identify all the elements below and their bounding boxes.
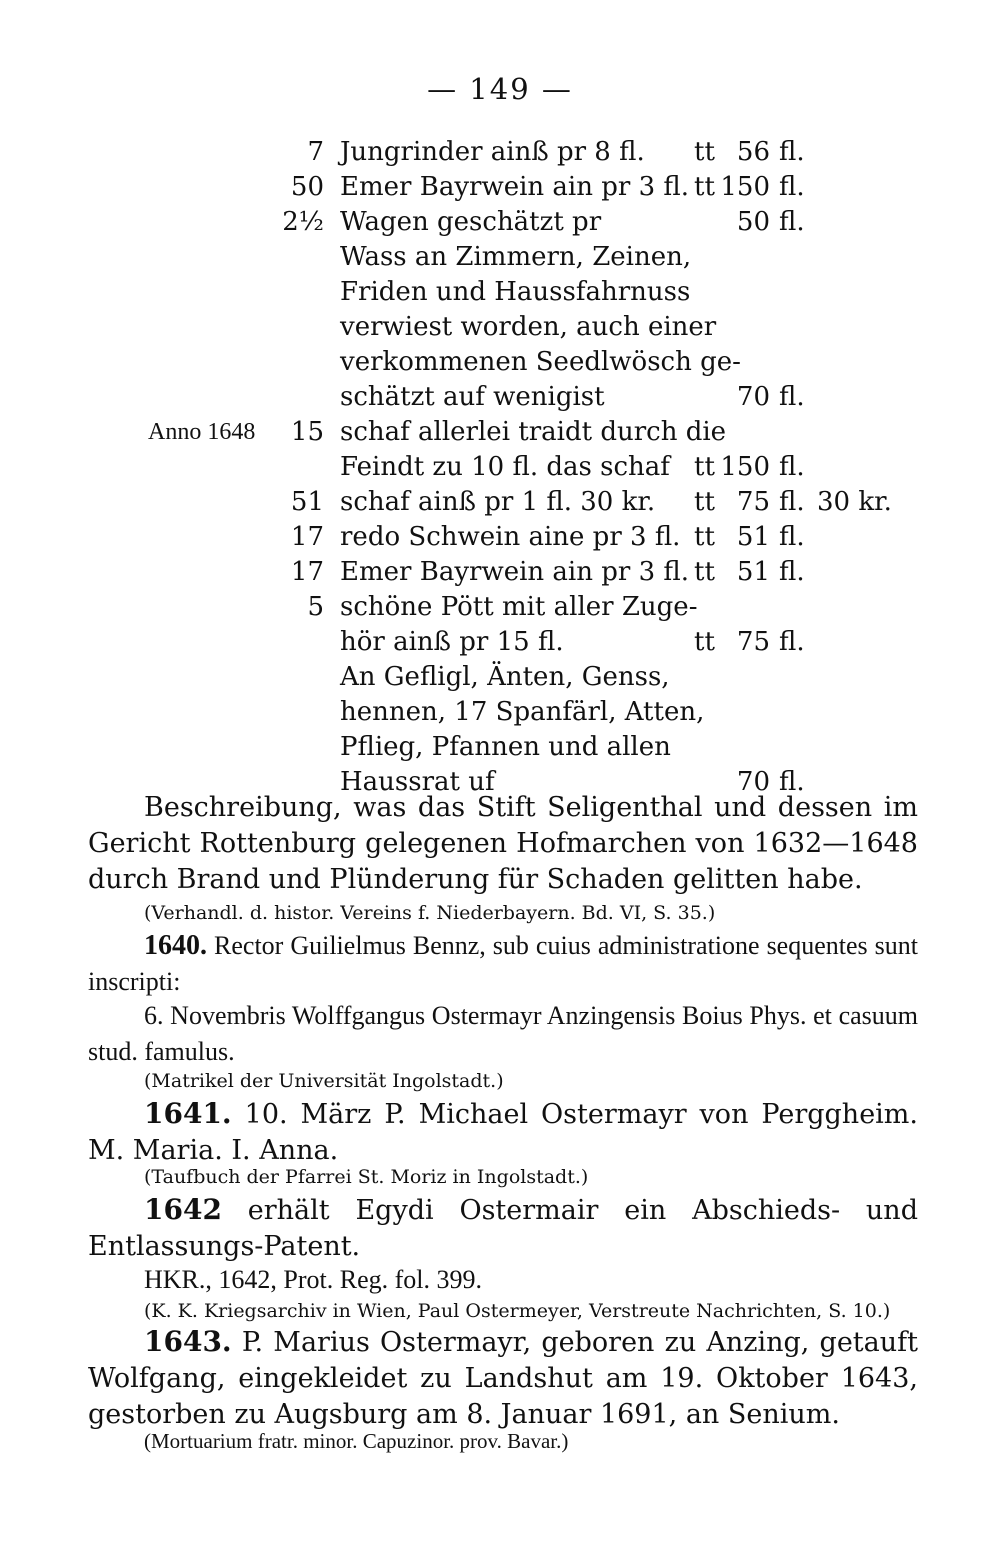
ledger-qty: 17 [290,557,324,587]
ledger-unit: fl. [779,627,805,657]
ledger-qty: 2½ [282,207,324,237]
ledger-tt: tt [694,487,715,517]
entry-1640-text: Rector Guilielmus Bennz, sub cuius administratione sequentes sunt inscripti: [88,931,918,996]
ledger-amount: 150 [720,452,770,482]
ledger-unit: fl. [779,137,805,167]
ledger-unit: fl. [779,452,805,482]
ledger-desc: Feindt zu 10 fl. das schaf [340,452,670,482]
ledger-desc: redo Schwein aine pr 3 fl. [340,522,681,552]
entry-1642-text: erhält Egydi Ostermair ein Abschieds- und Entlassungs-Patent. [88,1195,918,1262]
ledger-row [0,240,1000,274]
ledger-row [0,625,1000,659]
ledger-desc: Emer Bayrwein ain pr 3 fl. [340,172,689,202]
ledger-desc: verkommenen Seedlwösch ge- [340,347,741,377]
ledger-amount: 75 [736,627,770,657]
ledger-row [0,345,1000,379]
source-citation: (Verhandl. d. histor. Vereins f. Niederbayern. Bd. VI, S. 35.) [144,902,716,924]
source-citation: (Taufbuch der Pfarrei St. Moriz in Ingolstadt.) [144,1166,589,1188]
ledger-qty: 17 [290,522,324,552]
ledger-qty: 51 [290,487,324,517]
source-citation: (Matrikel der Universität Ingolstadt.) [144,1070,504,1092]
ledger-desc: Haussrat uf [340,767,495,797]
ledger-row [0,415,1000,449]
ledger-amount: 50 [736,207,770,237]
ledger-desc: hennen, 17 Spanfärl, Atten, [340,697,705,727]
ledger-desc: Jungrinder ainß pr 8 fl. [340,137,645,167]
year-1642: 1642 [144,1193,222,1226]
entry-1640 [88,928,918,1000]
ledger-amount: 51 [736,522,770,552]
ledger-row [0,135,1000,169]
ledger-row [0,310,1000,344]
ledger-row [0,590,1000,624]
ledger-desc: schöne Pött mit aller Zuge- [340,592,698,622]
year-1640: 1640. [144,930,207,961]
ledger-row [0,450,1000,484]
ledger-tt: tt [694,522,715,552]
ledger-unit: fl. [779,487,805,517]
ledger-amount: 75 [736,487,770,517]
ledger-anno: Anno 1648 [148,419,256,445]
beschreibung-paragraph: Beschreibung, was das Stift Seligenthal und dessen im Gericht Rottenburg gelegenen Hofmarchen von 1632—1648 durch Brand und Plünderung für Schaden gelitten habe. [88,792,918,895]
ledger-tt: tt [694,172,715,202]
ledger-desc: Wass an Zimmern, Zeinen, [340,242,692,272]
year-1643: 1643. [144,1325,232,1358]
ledger-amount: 150 [720,172,770,202]
ledger-qty: 5 [307,592,324,622]
ledger-tt: tt [694,137,715,167]
ledger-unit: fl. [779,522,805,552]
entry-1642 [88,1192,918,1265]
ledger-amount: 51 [736,557,770,587]
ledger-desc: Friden und Haussfahrnuss [340,277,691,307]
ledger-tt: tt [694,452,715,482]
ledger-row [0,730,1000,764]
year-1641: 1641. [144,1097,232,1130]
source-citation: (K. K. Kriegsarchiv in Wien, Paul Ostermeyer, Verstreute Nachrichten, S. 10.) [144,1300,891,1322]
ledger-row [0,555,1000,589]
ledger-tt: tt [694,627,715,657]
ledger-desc: Emer Bayrwein ain pr 3 fl. [340,557,689,587]
ledger-desc: schaf ainß pr 1 fl. 30 kr. [340,487,656,517]
ledger-unit: fl. [779,172,805,202]
ledger-qty: 7 [307,137,324,167]
entry-1643 [88,1324,918,1433]
ledger-amount: 70 [736,382,770,412]
ledger-amount: 70 [736,767,770,797]
ledger-desc: Pflieg, Pfannen und allen [340,732,671,762]
entry-1643-text: P. Marius Ostermayr, geboren zu Anzing, getauft Wolfgang, eingekleidet zu Landshut am 19. Oktober 1643, gestorben zu Augsburg am 8. Januar 1691, an Senium. [88,1327,918,1430]
entry-1641-text: 10. März P. Michael Ostermayr von Perggheim. M. Maria. I. Anna. [88,1099,918,1166]
ledger-desc: schaf allerlei traidt durch die [340,417,727,447]
ledger-unit: fl. [779,767,805,797]
source-citation: (Mortuarium fratr. minor. Capuzinor. prov. Bavar.) [144,1429,569,1453]
ledger-desc: verwiest worden, auch einer [340,312,717,342]
entry-1641 [88,1096,918,1169]
ledger-extra: 30 kr. [817,487,892,517]
entry-1642-reference: HKR., 1642, Prot. Reg. fol. 399. [144,1265,482,1294]
ledger-row [0,205,1000,239]
ledger-row [0,660,1000,694]
ledger-desc: schätzt auf wenigist [340,382,605,412]
ledger-desc: An Gefligl, Änten, Genss, [340,662,670,692]
ledger-row [0,485,1000,519]
ledger-unit: fl. [779,557,805,587]
ledger-row [0,380,1000,414]
entry-1640-matriculation: 6. Novembris Wolffgangus Ostermayr Anzingensis Boius Phys. et casuum stud. famulus. [88,1001,918,1066]
ledger-desc: Wagen geschätzt pr [340,207,602,237]
page-number: — 149 — [427,72,573,106]
ledger-tt: tt [694,557,715,587]
ledger-amount: 56 [736,137,770,167]
ledger-row [0,170,1000,204]
ledger-qty: 50 [290,172,324,202]
ledger-qty: 15 [290,417,324,447]
ledger-row [0,520,1000,554]
ledger-row [0,275,1000,309]
ledger-row [0,695,1000,729]
ledger-desc: hör ainß pr 15 fl. [340,627,564,657]
ledger-unit: fl. [779,382,805,412]
ledger-unit: fl. [779,207,805,237]
